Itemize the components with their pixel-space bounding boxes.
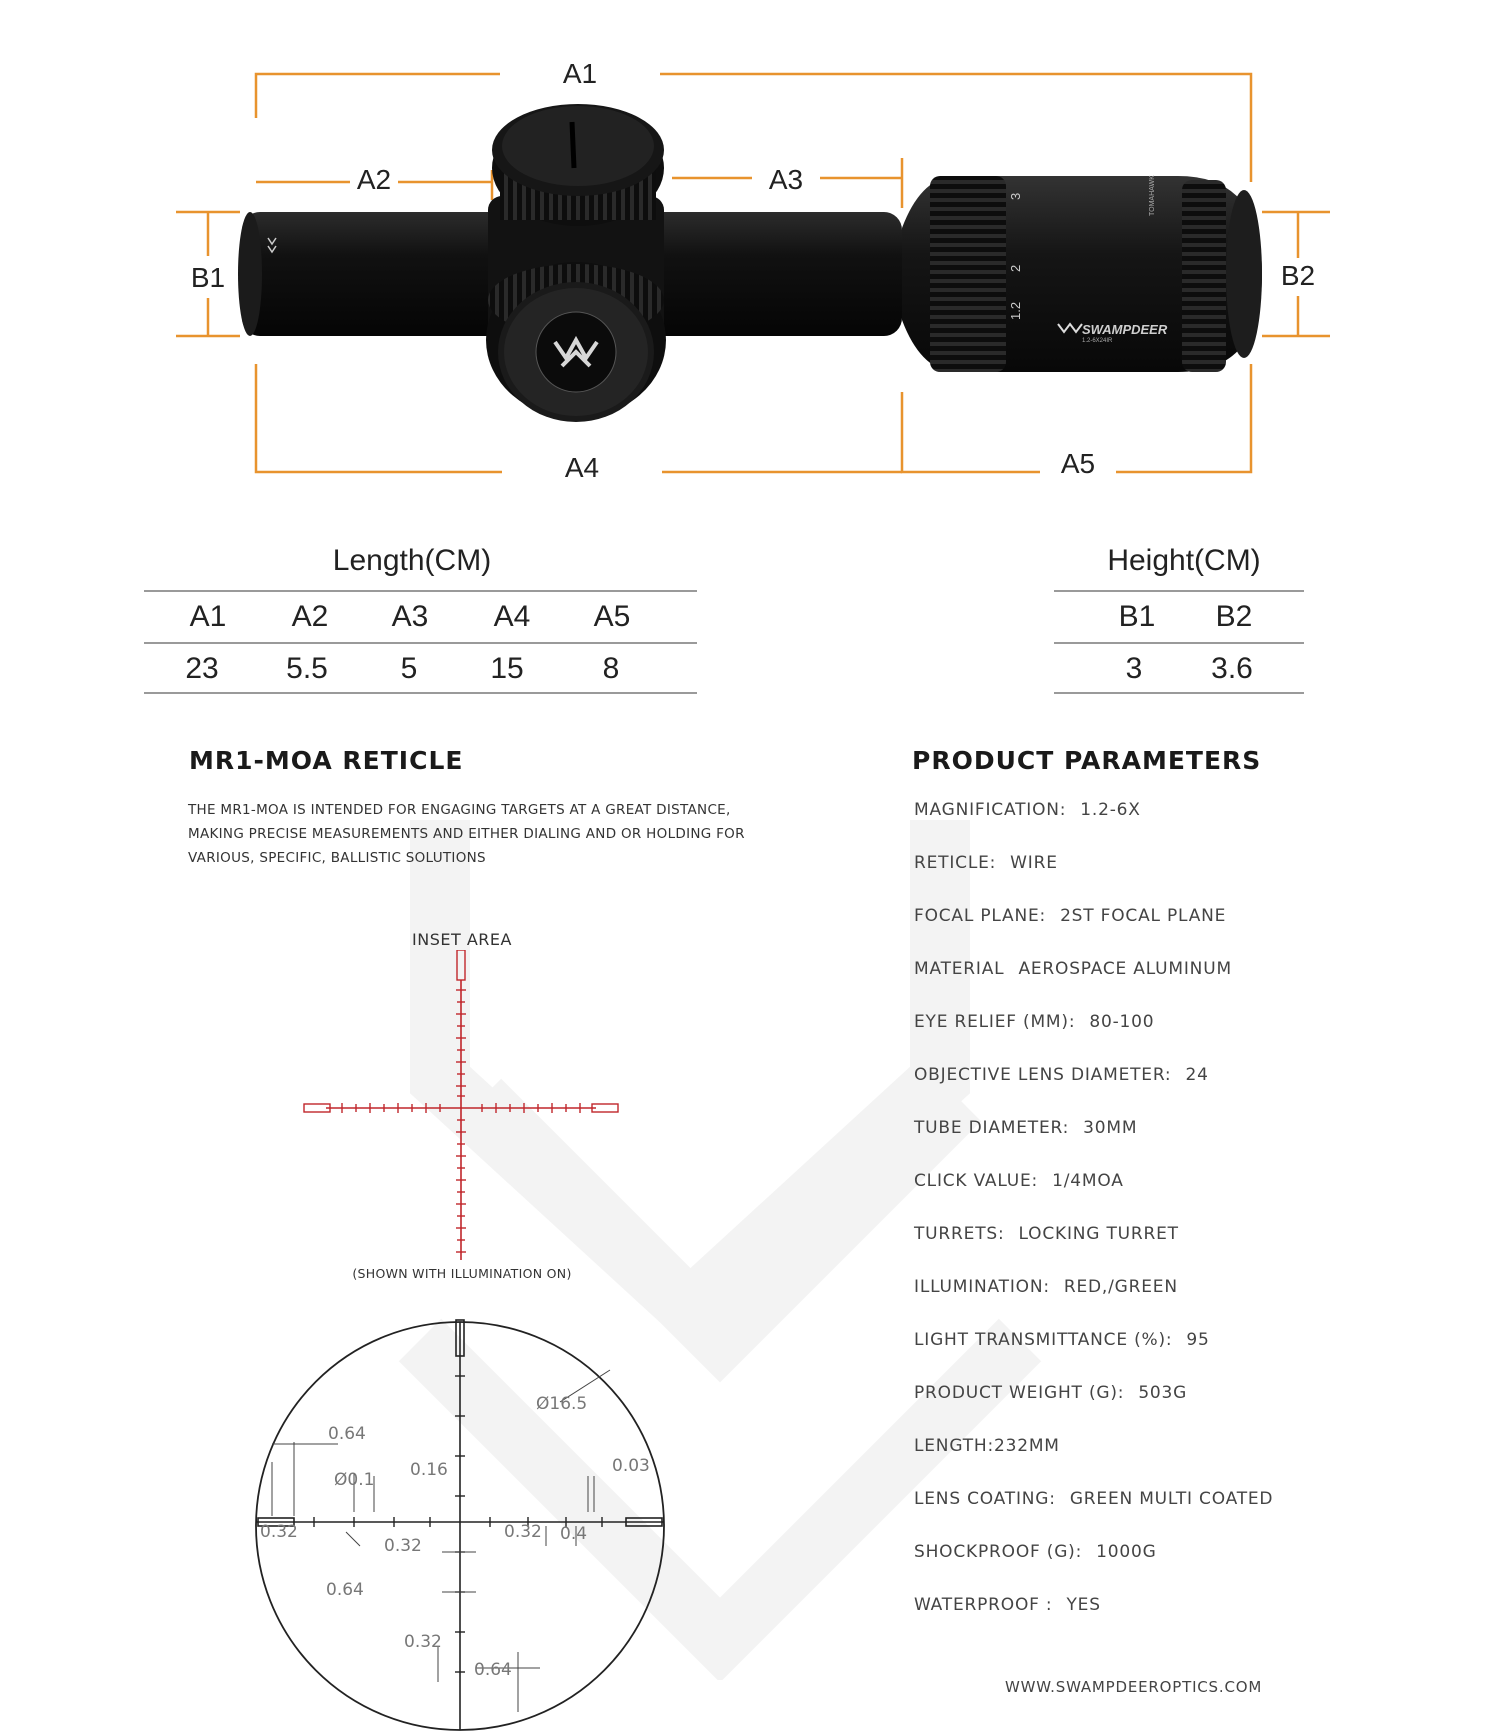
param-label: TURRETS:	[914, 1224, 1005, 1244]
param-label: LIGHT TRANSMITTANCE (%):	[914, 1330, 1173, 1350]
divider	[1054, 590, 1304, 592]
height-header-b1: B1	[1118, 600, 1156, 633]
parameters-title: PRODUCT PARAMETERS	[912, 746, 1262, 775]
reticle-description-line: THE MR1-MOA IS INTENDED FOR ENGAGING TARGETS AT A GREAT DISTANCE,	[188, 802, 731, 818]
length-header-a2: A2	[291, 600, 329, 633]
param-value: 80-100	[1089, 1012, 1155, 1032]
zoom-mark-1: 1.2	[1008, 301, 1023, 320]
inset-area-label: INSET AREA	[412, 930, 512, 949]
reticle-dim-016: 0.16	[410, 1460, 448, 1480]
height-header-b2: B2	[1215, 600, 1253, 633]
reticle-dim-01: Ø0.1	[334, 1470, 375, 1490]
param-label: CLICK VALUE:	[914, 1171, 1039, 1191]
dim-label-a4: A4	[564, 452, 600, 483]
param-product-weight	[914, 1383, 1187, 1403]
reticle-description-line: VARIOUS, SPECIFIC, BALLISTIC SOLUTIONS	[188, 850, 486, 866]
length-header-a4: A4	[493, 600, 531, 633]
param-value: RED,/GREEN	[1063, 1277, 1178, 1297]
divider	[1054, 692, 1304, 694]
param-label: FOCAL PLANE:	[914, 906, 1047, 926]
divider	[1054, 642, 1304, 644]
param-objective-lens	[914, 1065, 1209, 1085]
param-waterproof	[914, 1595, 1101, 1615]
param-value: 1000G	[1096, 1542, 1157, 1562]
dim-label-b2: B2	[1280, 260, 1316, 291]
brand-text: SWAMPDEER	[1082, 322, 1168, 337]
divider	[144, 642, 697, 644]
dim-label-a2: A2	[356, 164, 392, 195]
param-eye-relief	[914, 1012, 1154, 1032]
param-value: WIRE	[1010, 853, 1058, 873]
param-label: TUBE DIAMETER:	[914, 1118, 1070, 1138]
param-value: 1.2-6X	[1080, 800, 1141, 820]
illumination-note: (SHOWN WITH ILLUMINATION ON)	[352, 1266, 572, 1281]
param-value: LOCKING TURRET	[1018, 1224, 1179, 1244]
param-label: RETICLE:	[914, 853, 997, 873]
height-value-b1: 3	[1125, 652, 1143, 685]
param-focal-plane	[914, 906, 1226, 926]
height-table-title: Height(CM)	[1107, 544, 1261, 577]
dim-label-a5: A5	[1060, 448, 1096, 479]
length-header-a5: A5	[593, 600, 631, 633]
reticle-dim-032-right: 0.32	[504, 1522, 542, 1542]
param-light-transmittance	[914, 1330, 1210, 1350]
dim-label-a3: A3	[768, 164, 804, 195]
length-value-a3: 5	[400, 652, 418, 685]
param-material	[914, 959, 1232, 979]
param-length	[914, 1436, 1060, 1456]
illuminated-reticle	[296, 950, 626, 1270]
reticle-dimension-diagram	[250, 1316, 670, 1736]
dim-label-a1: A1	[562, 58, 598, 89]
reticle-dim-032-low: 0.32	[404, 1632, 442, 1652]
param-magnification	[914, 800, 1141, 820]
param-lens-coating	[914, 1489, 1273, 1509]
length-value-a5: 8	[602, 652, 620, 685]
param-value: 503G	[1138, 1383, 1188, 1403]
length-header-a3: A3	[391, 600, 429, 633]
dim-label-b1: B1	[190, 262, 226, 293]
reticle-title: MR1-MOA RETICLE	[189, 746, 464, 775]
param-turrets	[914, 1224, 1179, 1244]
param-label: SHOCKPROOF (G):	[914, 1542, 1083, 1562]
param-value: GREEN MULTI COATED	[1069, 1489, 1274, 1509]
zoom-mark-3: 3	[1008, 192, 1023, 200]
divider	[144, 692, 697, 694]
reticle-dim-04: 0.4	[560, 1524, 588, 1544]
param-label: OBJECTIVE LENS DIAMETER:	[914, 1065, 1172, 1085]
param-click-value	[914, 1171, 1124, 1191]
height-value-b2: 3.6	[1211, 652, 1253, 685]
website-url[interactable]: WWW.SWAMPDEEROPTICS.COM	[1005, 1678, 1263, 1696]
param-reticle	[914, 853, 1058, 873]
reticle-dim-064-mid: 0.64	[326, 1580, 364, 1600]
param-label: LENGTH:232MM	[914, 1436, 1060, 1456]
param-tube-diameter	[914, 1118, 1137, 1138]
param-label: LENS COATING:	[914, 1489, 1056, 1509]
reticle-description-line: MAKING PRECISE MEASUREMENTS AND EITHER DIALING AND OR HOLDING FOR	[188, 826, 745, 842]
param-value: AEROSPACE ALUMINUM	[1018, 959, 1232, 979]
param-shockproof	[914, 1542, 1157, 1562]
model-text: 1.2-6X24IR	[1082, 338, 1113, 344]
reticle-dim-032-left: 0.32	[260, 1522, 298, 1542]
param-value: 1/4MOA	[1052, 1171, 1124, 1191]
side-text: TOMAHAWK	[1149, 175, 1156, 216]
length-header-a1: A1	[189, 600, 227, 633]
length-value-a4: 15	[490, 652, 524, 685]
reticle-dim-064-top: 0.64	[328, 1424, 366, 1444]
param-value: 2ST FOCAL PLANE	[1060, 906, 1227, 926]
param-label: WATERPROOF :	[914, 1595, 1053, 1615]
param-value: YES	[1066, 1595, 1101, 1615]
scope-dimension-diagram	[0, 0, 1500, 500]
reticle-dim-003: 0.03	[612, 1456, 650, 1476]
zoom-mark-2: 2	[1008, 264, 1023, 272]
param-label: PRODUCT WEIGHT (G):	[914, 1383, 1125, 1403]
reticle-dim-064-low: 0.64	[474, 1660, 512, 1680]
length-value-a1: 23	[185, 652, 219, 685]
reticle-description	[188, 798, 768, 870]
param-label: EYE RELIEF (MM):	[914, 1012, 1076, 1032]
param-value: 95	[1186, 1330, 1210, 1350]
divider	[144, 590, 697, 592]
reticle-dim-032-mid: 0.32	[384, 1536, 422, 1556]
length-table-title: Length(CM)	[332, 544, 492, 577]
param-illumination	[914, 1277, 1178, 1297]
param-label: MATERIAL	[914, 959, 1005, 979]
param-value: 24	[1185, 1065, 1209, 1085]
scope-image	[238, 104, 1262, 422]
reticle-dim-165: Ø16.5	[536, 1394, 588, 1414]
param-label: ILLUMINATION:	[914, 1277, 1050, 1297]
param-label: MAGNIFICATION:	[914, 800, 1067, 820]
param-value: 30MM	[1083, 1118, 1138, 1138]
length-value-a2: 5.5	[286, 652, 328, 685]
